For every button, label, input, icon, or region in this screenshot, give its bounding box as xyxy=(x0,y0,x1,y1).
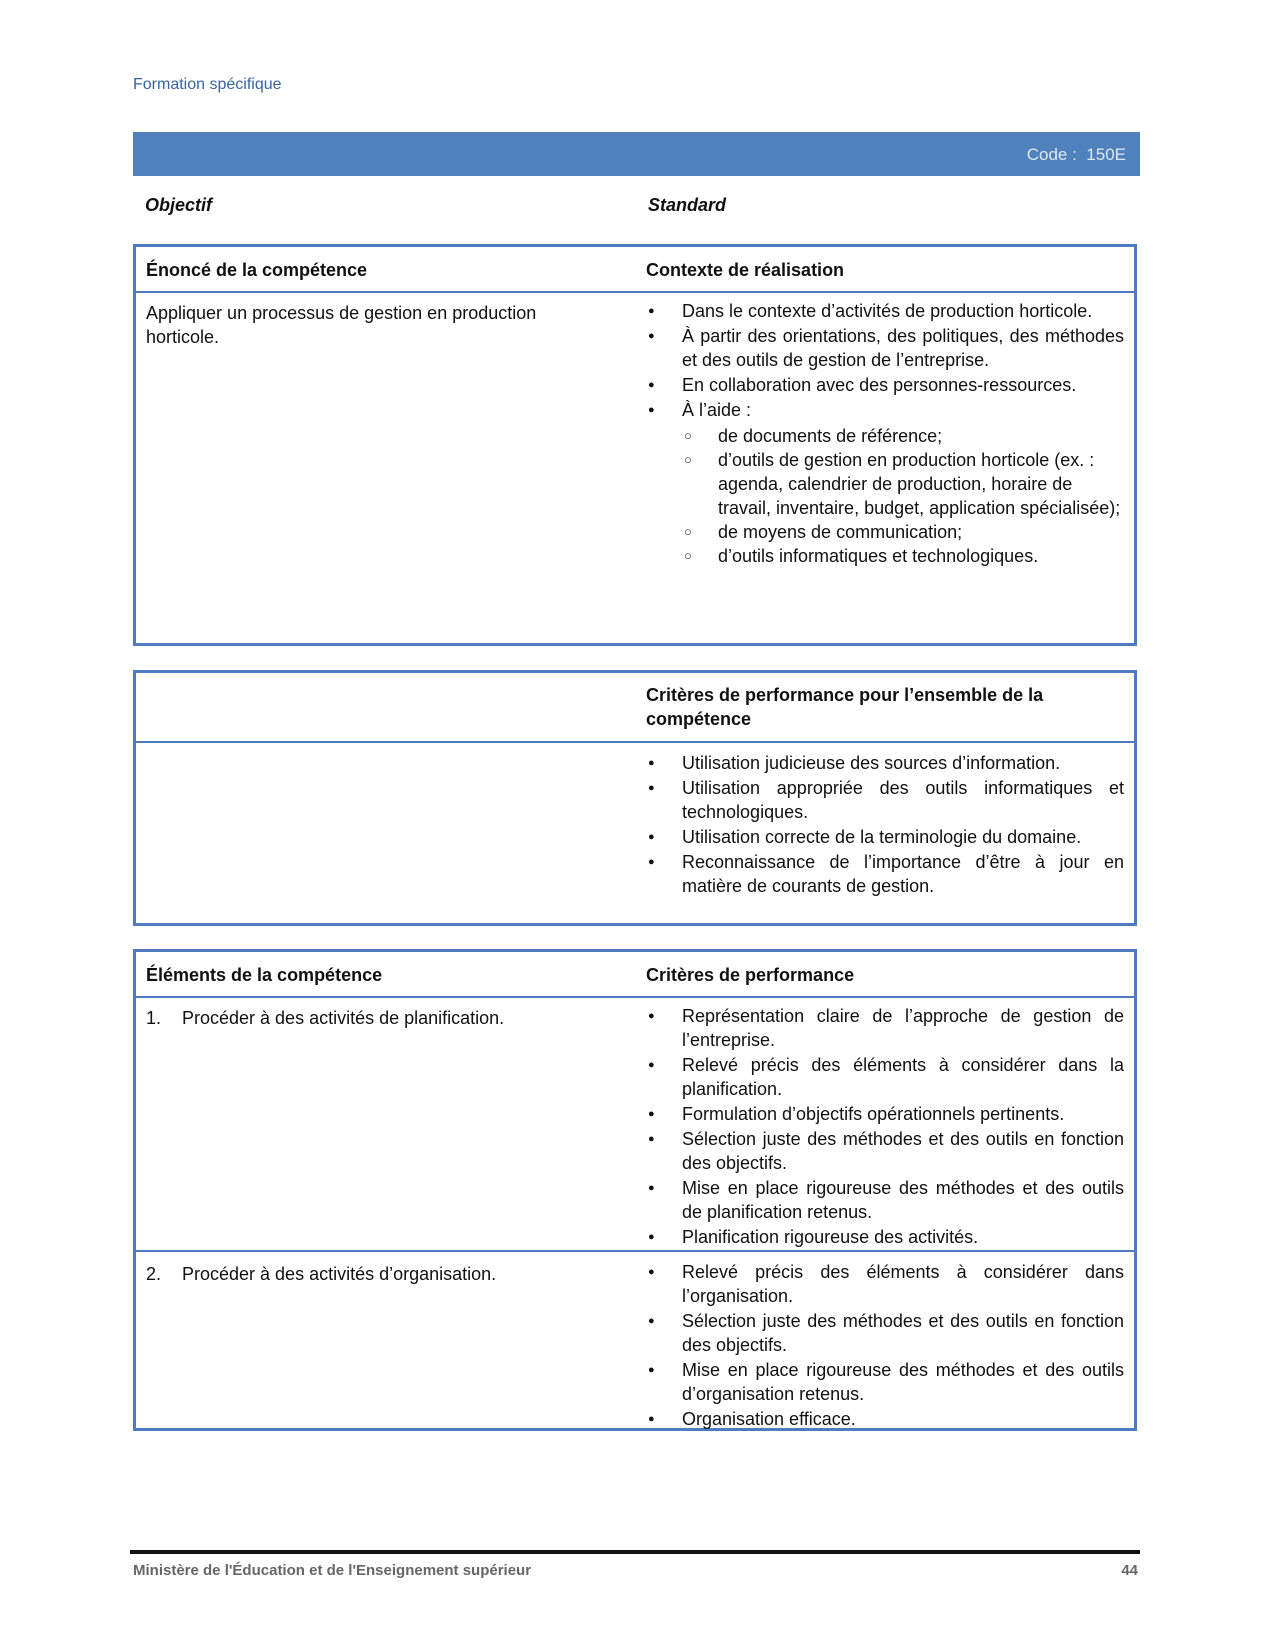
criteria-item: ● Organisation efficace. xyxy=(646,1407,1124,1431)
aide-item: ○ de documents de référence; xyxy=(682,424,1124,448)
criteria-item: ● Formulation d’objectifs opérationnels pertinents. xyxy=(646,1102,1124,1126)
document-header-title: Formation spécifique xyxy=(133,76,282,93)
contexte-item: ● Dans le contexte d’activités de production horticole. xyxy=(646,299,1124,323)
footer-rule xyxy=(130,1550,1140,1554)
elements-table xyxy=(133,949,1137,1431)
code-banner xyxy=(133,132,1140,176)
aide-sublist xyxy=(682,424,1124,568)
competence-table-header xyxy=(136,247,1134,293)
aide-item: ○ d’outils de gestion en production horticole (ex. : agenda, calendrier de production, horaire de travail, inventaire, budget, application spécialisée); xyxy=(682,448,1124,520)
criteres-header: Critères de performance xyxy=(646,965,855,985)
aide-label: À l’aide : xyxy=(682,400,752,420)
enonce-header: Énoncé de la compétence xyxy=(146,260,368,280)
page-number: 44 xyxy=(1121,1562,1138,1579)
criteria-item: ● Relevé précis des éléments à considérer dans l’organisation. xyxy=(646,1260,1124,1308)
ensemble-item: ● Utilisation judicieuse des sources d’information. xyxy=(646,751,1124,775)
criteria-item: ● Sélection juste des méthodes et des outils en fonction des objectifs. xyxy=(646,1127,1124,1175)
criteria-list-1 xyxy=(646,1004,1124,1250)
element-text: Procéder à des activités de planification. xyxy=(182,1008,505,1028)
criteria-item: ● Sélection juste des méthodes et des outils en fonction des objectifs. xyxy=(646,1309,1124,1357)
criteria-item: ● Planification rigoureuse des activités. xyxy=(646,1225,1124,1249)
objectif-heading: Objectif xyxy=(145,195,213,215)
competence-table xyxy=(133,244,1137,646)
aide-item: ○ de moyens de communication; xyxy=(682,520,1124,544)
criteria-item: ● Relevé précis des éléments à considérer dans la planification. xyxy=(646,1053,1124,1101)
footer-ministry: Ministère de l'Éducation et de l'Enseignement supérieur xyxy=(133,1562,532,1579)
ensemble-item: ● Utilisation correcte de la terminologie du domaine. xyxy=(646,825,1124,849)
ensemble-item: ● Reconnaissance de l’importance d’être à jour en matière de courants de gestion. xyxy=(646,850,1124,898)
ensemble-item: ● Utilisation appropriée des outils informatiques et technologiques. xyxy=(646,776,1124,824)
ensemble-list xyxy=(646,751,1124,899)
ensemble-table-header xyxy=(136,673,1134,743)
criteria-item: ● Représentation claire de l’approche de gestion de l’entreprise. xyxy=(646,1004,1124,1052)
ensemble-table xyxy=(133,670,1137,926)
element-text: Procéder à des activités d’organisation. xyxy=(182,1264,497,1284)
elements-table-header xyxy=(136,952,1134,998)
element-number: 2. xyxy=(146,1264,162,1284)
criteria-item: ● Mise en place rigoureuse des méthodes et des outils de planification retenus. xyxy=(646,1176,1124,1224)
contexte-item-aide xyxy=(646,398,1124,568)
code-value: 150E xyxy=(1086,145,1126,164)
contexte-item: ● En collaboration avec des personnes-ressources. xyxy=(646,373,1124,397)
standard-heading: Standard xyxy=(648,195,727,215)
aide-item: ○ d’outils informatiques et technologiques. xyxy=(682,544,1124,568)
code-label: Code : 150E xyxy=(1026,145,1126,164)
element-row-1 xyxy=(146,1006,606,1030)
enonce-text: Appliquer un processus de gestion en production horticole. xyxy=(146,303,537,347)
element-row-2 xyxy=(146,1262,606,1286)
contexte-header: Contexte de réalisation xyxy=(646,260,845,280)
ensemble-header: Critères de performance pour l’ensemble de la compétence xyxy=(646,685,1044,729)
contexte-item: ● À partir des orientations, des politiques, des méthodes et des outils de gestion de l’entreprise. xyxy=(646,324,1124,372)
criteria-list-2 xyxy=(646,1260,1124,1432)
contexte-list xyxy=(646,299,1124,569)
elements-header: Éléments de la compétence xyxy=(146,965,383,985)
row-divider xyxy=(136,1250,1134,1252)
element-number: 1. xyxy=(146,1008,162,1028)
criteria-item: ● Mise en place rigoureuse des méthodes et des outils d’organisation retenus. xyxy=(646,1358,1124,1406)
